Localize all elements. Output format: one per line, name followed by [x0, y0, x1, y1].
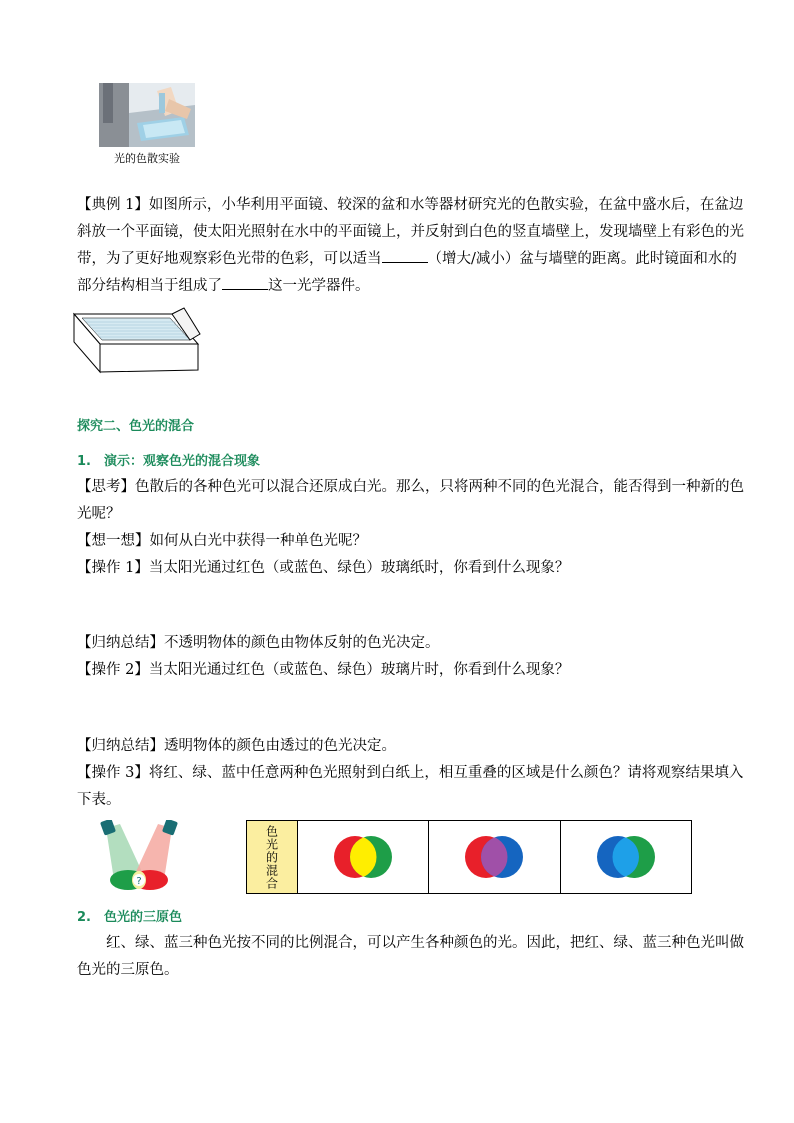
example-1-text: 带，为了更好地观察彩色光带的色彩，可以适当	[77, 251, 382, 267]
answer-blank[interactable]	[382, 250, 428, 263]
example-1	[77, 192, 744, 300]
operation-1: 【操作 1】当太阳光通过红色（或蓝色、绿色）玻璃纸时，你看到什么现象？	[77, 560, 570, 576]
example-1-line	[77, 273, 719, 300]
answer-blank[interactable]	[222, 277, 268, 290]
svg-text:?: ?	[136, 876, 142, 887]
try-think: 【想一想】如何从白光中获得一种单色光呢？	[77, 533, 367, 549]
item-2-line: 红、绿、蓝三种色光按不同的比例混合，可以产生各种颜色的光。因此，把红、绿、蓝三种色光叫做	[77, 935, 744, 951]
red-green-mix	[323, 829, 403, 885]
figure-caption: 光的色散实验	[114, 152, 180, 165]
example-1-line	[77, 246, 737, 273]
spotlights-image	[98, 820, 180, 892]
example-1-text: （增大/减小）盆与墙壁的距离。此时镜面和水的	[427, 251, 737, 267]
op3-block	[77, 733, 744, 814]
think-block	[77, 474, 744, 582]
operation-3-line: 【操作 3】将红、绿、蓝中任意两种色光照射到白纸上，相互重叠的区域是什么颜色？请将观察结果填入	[77, 765, 744, 781]
section-title: 探究二、色光的混合	[77, 419, 195, 434]
item-2-title: 2. 色光的三原色	[77, 910, 182, 925]
think-line: 【思考】色散后的各种色光可以混合还原成白光。那么，只将两种不同的色光混合，能否得到一种新的色	[77, 479, 744, 495]
example-1-text: 部分结构相当于组成了	[77, 278, 222, 294]
mix-cell	[429, 821, 560, 893]
dispersion-experiment-image	[99, 83, 195, 147]
example-1-text: 这一光学器件。	[268, 278, 370, 294]
color-mix-table	[246, 820, 692, 894]
mix-cell	[561, 821, 691, 893]
summary-1: 【归纳总结】不透明物体的颜色由物体反射的色光决定。	[77, 635, 440, 651]
item-1-title: 1. 演示：观察色光的混合现象	[77, 454, 260, 469]
item-2-line: 色光的三原色。	[77, 962, 179, 978]
think-line: 光呢？	[77, 506, 121, 522]
table-label: 色光的混合	[264, 824, 279, 890]
red-blue-mix	[454, 829, 534, 885]
blue-green-mix	[586, 829, 666, 885]
summary-2: 【归纳总结】透明物体的颜色由透过的色光决定。	[77, 738, 396, 754]
example-1-line: 【典例 1】如图所示，小华利用平面镜、较深的盆和水等器材研究光的色散实验，在盆中盛水后，在盆边	[77, 197, 744, 213]
item-2-body	[77, 930, 744, 984]
basin-mirror-image	[72, 306, 202, 374]
operation-3-line: 下表。	[77, 792, 121, 808]
example-1-line: 斜放一个平面镜，使太阳光照射在水中的平面镜上，并反射到白色的竖直墙壁上，发现墙壁上有彩色的光	[77, 224, 744, 240]
mix-cell	[298, 821, 429, 893]
table-label-cell	[247, 821, 298, 893]
operation-2: 【操作 2】当太阳光通过红色（或蓝色、绿色）玻璃片时，你看到什么现象？	[77, 662, 570, 678]
